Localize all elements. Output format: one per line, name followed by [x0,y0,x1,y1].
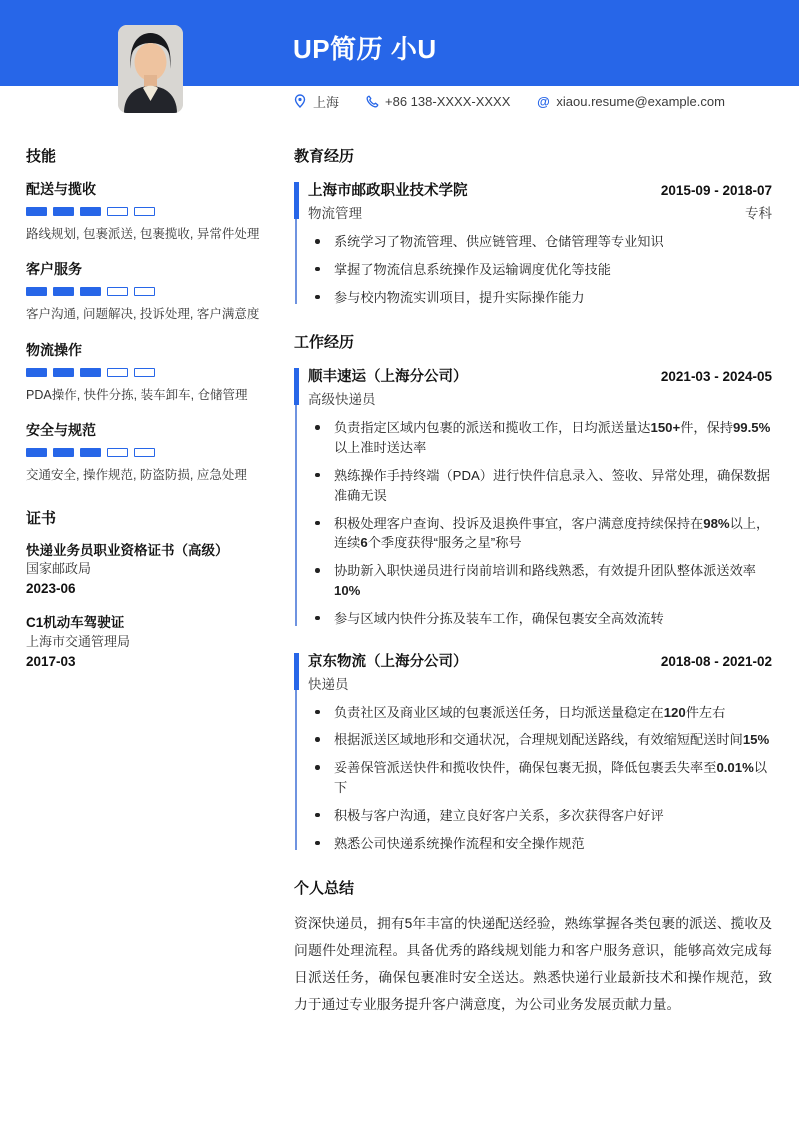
skills-heading: 技能 [26,148,57,165]
bullet-item [308,418,772,458]
contact-bar [293,88,725,114]
phone-icon [365,94,379,108]
contact-email [536,94,725,109]
summary-heading: 个人总结 [294,880,355,898]
section-summary [294,877,772,1019]
bullet-text: 以上，连续 [334,515,770,551]
resume-title: UP简历 小U [293,34,437,64]
avatar [118,25,183,113]
skill-level-square [80,368,101,377]
skill-level-square [53,368,74,377]
entry-bullets [308,418,772,628]
skill-name: 配送与揽收 [26,181,96,197]
skill-level [26,448,266,457]
skill-name: 客户服务 [26,261,82,278]
bullet-text: 熟悉公司快递系统操作流程和安全操作规范 [334,835,585,851]
skill-description: 客户沟通, 问题解决, 投诉处理, 客户满意度 [26,307,260,322]
skill-level-square [26,287,47,296]
entry-date-range: 2015-09 - 2018-07 [660,183,772,198]
bullet-highlight: 98% [703,515,730,531]
skill-description: 交通安全, 操作规范, 防盗防损, 应急处理 [26,468,247,483]
bullet-item [308,288,772,308]
bullet-item [308,703,772,723]
entry-date-range: 2018-08 - 2021-02 [660,653,772,669]
contact-phone [365,94,510,109]
bullet-text: 负责社区及商业区域的包裹派送任务，日均派送量稳定在 [334,704,664,720]
entry-subtitle-row [308,388,772,408]
work-heading: 工作经历 [294,334,355,352]
skill-level-square [80,448,101,457]
skill-name: 安全与规范 [26,422,96,439]
section-education [294,145,772,307]
entry-timeline-line [295,369,297,625]
bullet-item [308,758,772,798]
bullet-text: 件，保持 [680,420,733,436]
skill-level-square [107,368,128,377]
entry-subtitle-row [308,202,772,222]
work-entries [294,365,772,853]
cert-item [26,613,266,671]
bullet-text: 系统学习了物流管理、供应链管理、仓储管理等专业知识 [334,234,664,249]
skill-level-square [134,368,155,377]
bullet-item [308,466,772,506]
bullet-highlight: 10% [334,582,361,598]
bullet-item [308,806,772,826]
bullet-highlight: 15% [742,732,770,748]
contact-phone-text: +86 138-XXXX-XXXX [385,93,511,109]
entry-bullets [308,232,772,307]
entry-title: 上海市邮政职业技术学院 [308,183,468,199]
bullet-text: 以下 [334,760,768,795]
bullet-text: 以上准时送达率 [334,440,427,456]
bullet-text: 积极处理客户查询、投诉及退换件事宜，客户满意度持续保持在 [334,515,704,531]
entry-title: 顺丰速运（上海分公司） [308,369,468,386]
skill-description: PDA操作, 快件分拣, 装车卸车, 仓储管理 [26,387,248,402]
cert-date: 2023-06 [26,580,76,596]
entry-title-row [308,650,772,671]
timeline-entry [294,650,772,854]
summary-text: 资深快递员，拥有5年丰富的快递配送经验，熟练掌握各类包裹的派送、揽收及问题件处理流程。具备优秀的路线规划能力和客户服务意识，能够高效完成每日派送任务，确保包裹准时安全送达。熟悉快递行业最新技术和操作规范，致力于通过专业服务提升客户满意度，为公司业务发展贡献力量。 [294,916,772,1013]
skill-level-square [134,448,155,457]
cert-issuer: 上海市交通管理局 [26,634,131,650]
skill-level-square [107,207,128,216]
at-sign-icon: @ [537,93,550,109]
bullet-item [308,514,772,554]
bullet-highlight: 120 [663,704,686,720]
entry-title-row [308,365,772,386]
entry-title: 京东物流（上海分公司） [308,653,468,670]
bullet-text: 协助新入职快递员进行岗前培训和路线熟悉，有效提升团队整体派送效率 [334,563,756,579]
resume-body [0,120,799,1043]
bullet-highlight: 6 [360,535,368,551]
bullet-item [308,609,772,629]
skill-level-square [134,287,155,296]
entry-accent-bar [294,368,299,405]
bullet-item [308,260,772,280]
cert-name: C1机动车驾驶证 [26,615,125,631]
entry-accent-bar [294,182,299,219]
skill-level-square [26,207,47,216]
bullet-highlight: 99.5% [732,420,771,436]
skill-item [26,420,266,485]
section-work [294,331,772,853]
timeline-entry [294,179,772,307]
skill-level [26,287,266,296]
skill-level-square [53,448,74,457]
bullet-text: 掌握了物流信息系统操作及运输调度优化等技能 [334,261,611,277]
entry-subtitle: 快递员 [308,676,349,692]
bullet-item [308,730,772,750]
bullet-text: 参与校内物流实训项目，提升实际操作能力 [334,289,585,305]
skill-item [26,340,266,405]
skill-name: 物流操作 [26,341,82,358]
bullet-text: 参与区域内快件分拣及装车工作，确保包裹安全高效流转 [334,610,664,626]
cert-name: 快递业务员职业资格证书（高级） [26,542,229,558]
skill-level-square [107,448,128,457]
bullet-text: 负责指定区域内包裹的派送和揽收工作，日均派送量达 [334,420,651,436]
avatar-photo [118,25,183,113]
contact-location [293,92,339,111]
education-heading: 教育经历 [294,148,355,165]
bullet-highlight: 0.01% [716,760,754,776]
entry-bullets [308,703,772,854]
cert-date: 2017-03 [26,653,76,669]
skill-level [26,368,266,377]
bullet-item [308,561,772,601]
bullet-text: 积极与客户沟通，建立良好客户关系，多次获得客户好评 [334,807,664,823]
location-pin-icon [293,94,307,108]
bullet-text: 熟练操作手持终端（PDA）进行快件信息录入、签收、异常处理，确保数据准确无误 [334,467,770,503]
skill-level-square [53,207,74,216]
education-entries [294,179,772,307]
entry-subtitle: 高级快递员 [308,392,376,408]
skill-level [26,207,266,216]
skill-level-square [53,287,74,296]
cert-issuer: 国家邮政局 [26,561,92,577]
bullet-highlight: 150+ [650,420,681,436]
timeline-entry [294,365,772,628]
contact-location-text: 上海 [313,94,340,110]
skill-item [26,259,266,324]
skill-level-square [26,448,47,457]
skill-level-square [80,207,101,216]
entry-date-range: 2021-03 - 2024-05 [660,369,772,385]
bullet-item [308,834,772,854]
sidebar [26,120,266,1043]
bullet-text: 妥善保管派送快件和揽收快件，确保包裹无损，降低包裹丢失率至 [334,760,717,776]
skill-level-square [26,368,47,377]
bullet-text: 根据派送区域地形和交通状况，合理规划配送路线，有效缩短配送时间 [334,732,743,748]
bullet-text: 个季度获得“服务之星”称号 [367,535,522,551]
certs-heading: 证书 [26,509,57,527]
entry-accent-bar [294,653,299,690]
skills-list [26,179,266,486]
skill-level-square [134,207,155,216]
skill-level-square [107,287,128,296]
entry-subtitle: 物流管理 [308,206,362,221]
skill-description: 路线规划, 包裹派送, 包裹揽收, 异常件处理 [26,227,260,241]
contact-email-text: xiaou.resume@example.com [556,93,725,109]
entry-title-row [308,179,772,200]
skill-level-square [80,287,101,296]
skill-item [26,179,266,244]
entry-subtitle-right: 专科 [745,206,772,221]
certs-list [26,541,266,672]
bullet-text: 件左右 [685,704,726,720]
bullet-item [308,232,772,252]
entry-subtitle-row [308,673,772,693]
cert-item [26,541,266,599]
main-column [294,120,772,1043]
